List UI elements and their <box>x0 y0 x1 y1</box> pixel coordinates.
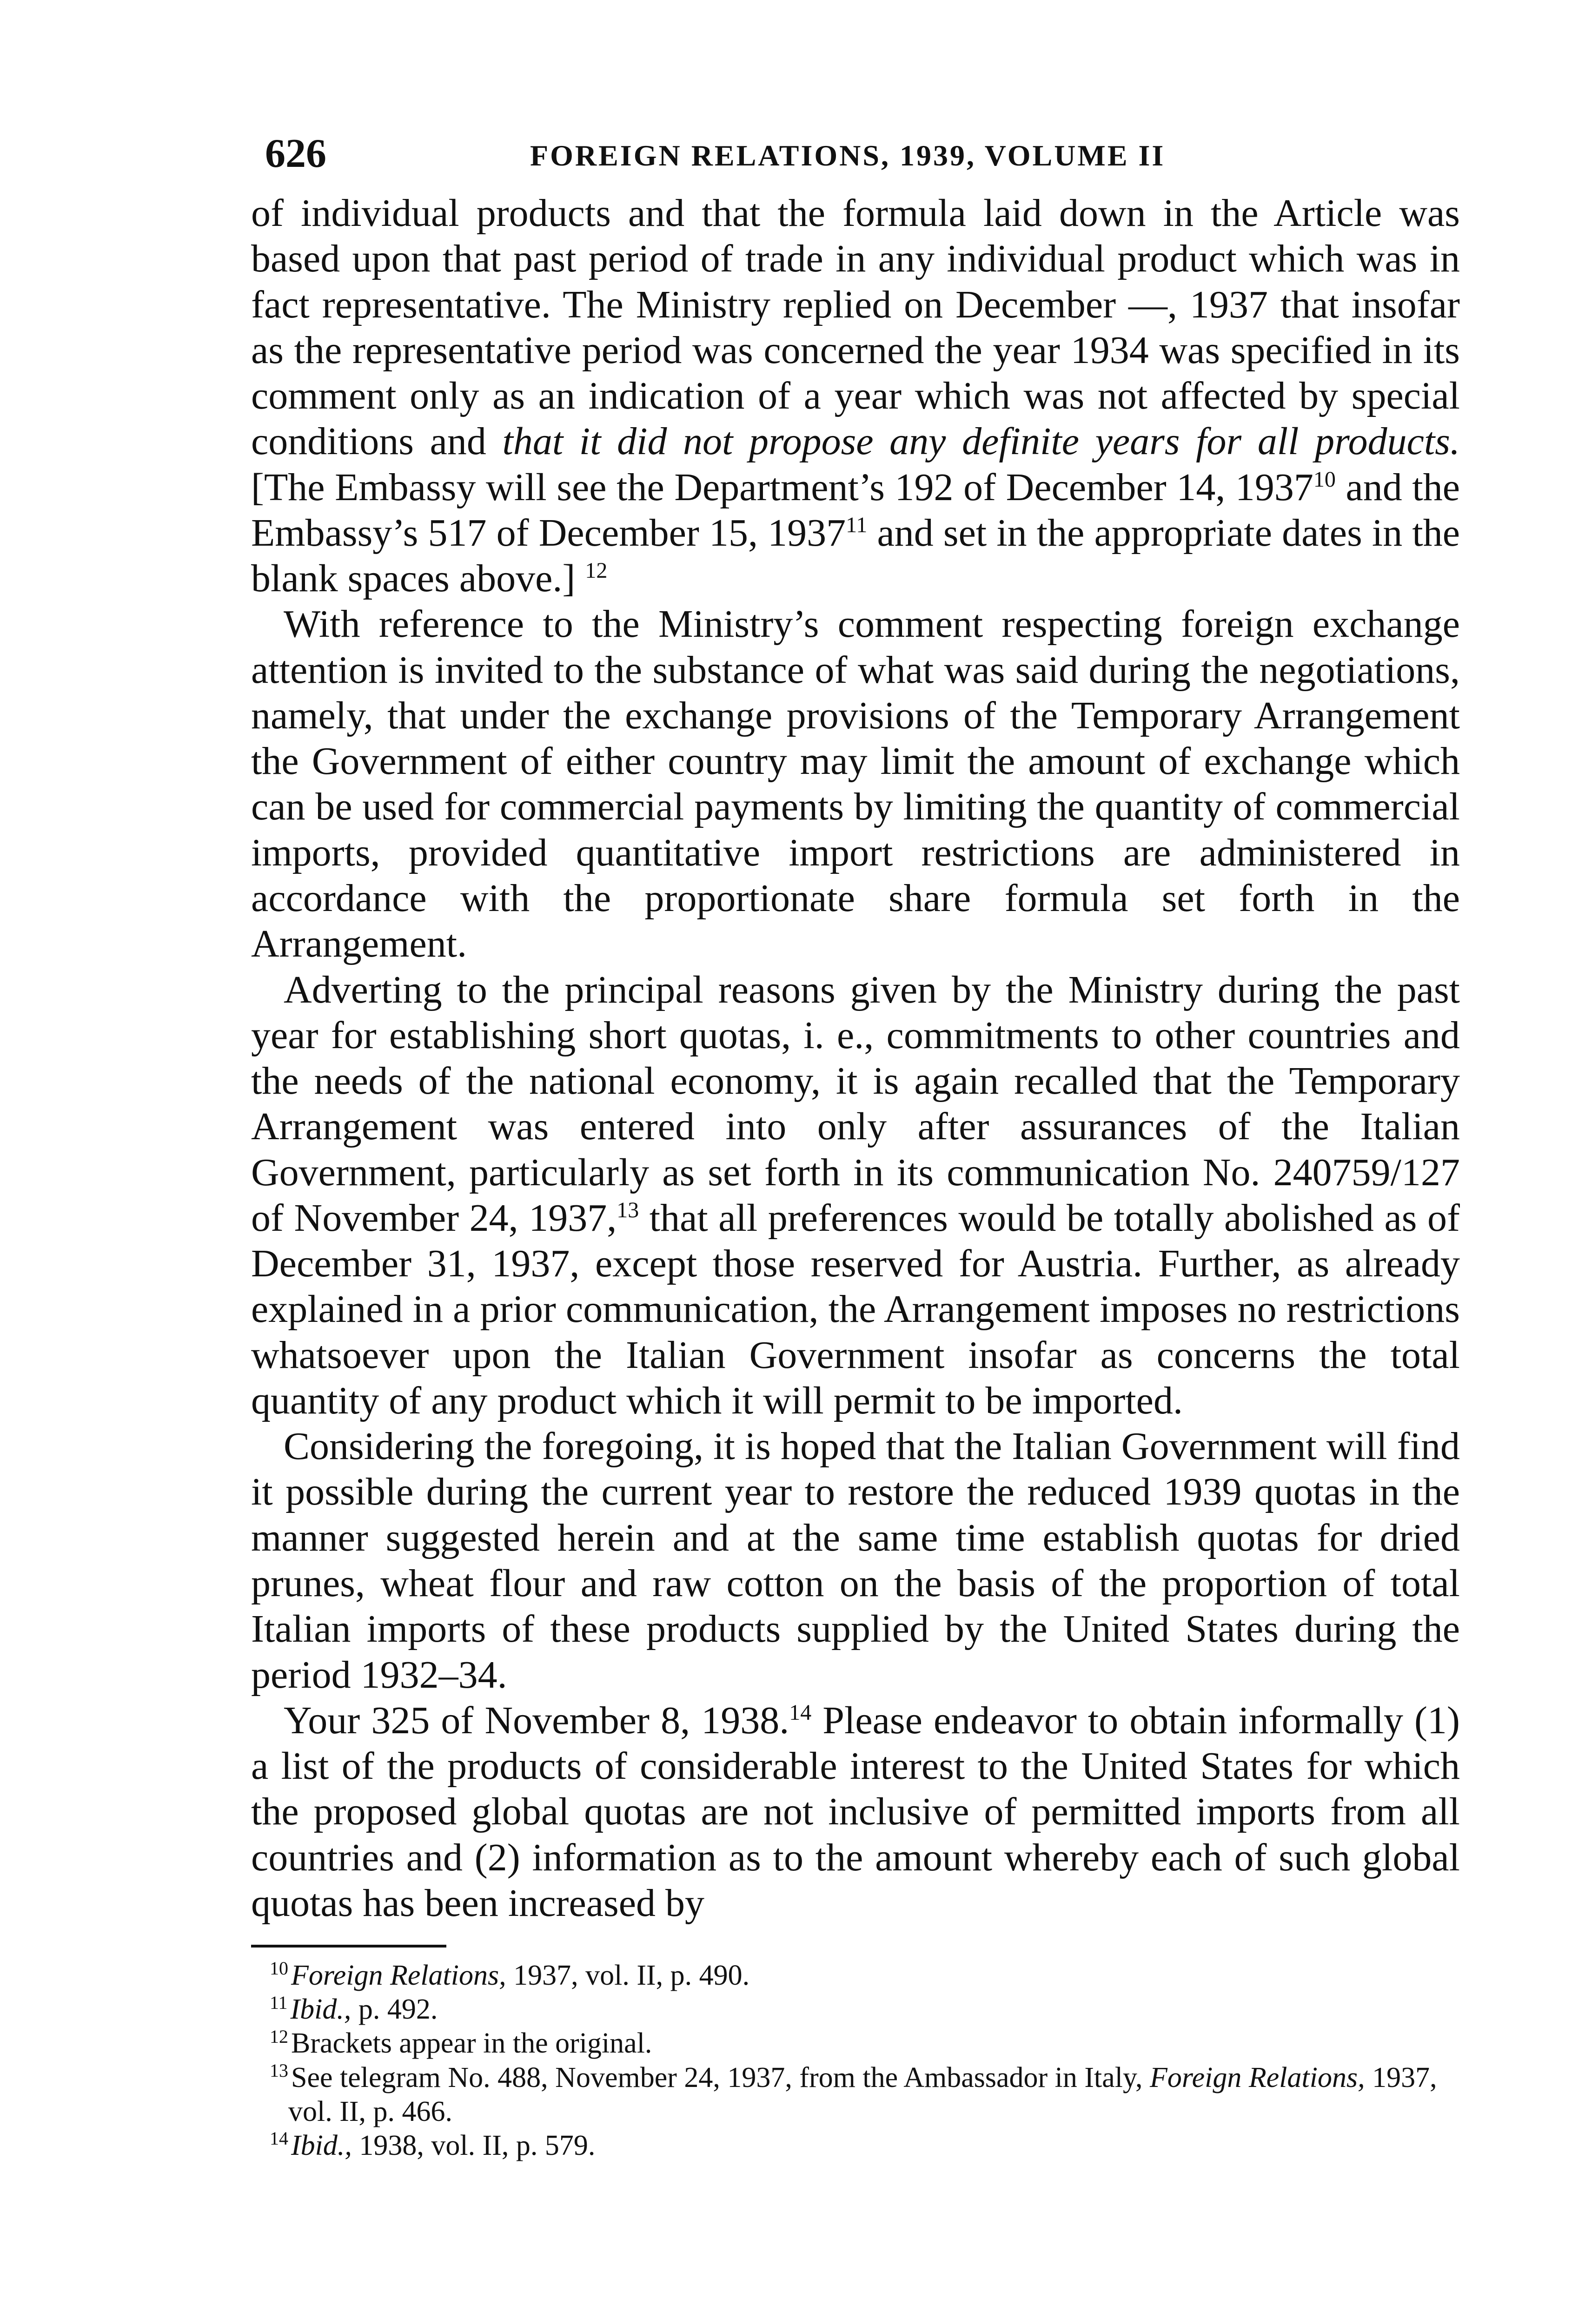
document-page <box>251 130 1460 2163</box>
p5-text-1: Your 325 of November 8, 1938. <box>284 1698 789 1742</box>
body-text <box>251 191 1460 1926</box>
paragraph-1 <box>251 191 1460 601</box>
paragraph-4: Considering the foregoing, it is hoped that the Italian Government will find it possible during the current year to restore the reduced 1939 quotas in the manner suggested herein and at the same time establish quotas for dried prunes, wheat flour and raw cotton on the basis of the proportion of total Italian imports of these products supplied by the United States during the period 1932–34. <box>251 1425 1460 1697</box>
footnote-number: 14 <box>270 2128 288 2149</box>
running-head: FOREIGN RELATIONS, 1939, VOLUME II <box>530 139 1166 172</box>
footnotes <box>251 1959 1460 2163</box>
p5-text-2: Please endeavor to obtain informally (1) a list of the products of considerable interest to the United States for which the proposed global quotas are not inclusive of permitted imports from all countries and (2) information as to the amount whereby each of such global quotas has been increased by <box>251 1698 1460 1925</box>
footnote-14 <box>270 2129 1460 2163</box>
footnote-ref-10[interactable]: 10 <box>1313 467 1336 492</box>
footnote-text: 1937, vol. II, p. 466. <box>288 2061 1437 2127</box>
paragraph-5 <box>251 1698 1460 1926</box>
p1-italic: that it did not propose any definite years for all products. <box>502 420 1460 463</box>
footnote-number: 11 <box>270 1992 288 2013</box>
footnote-number: 13 <box>270 2060 288 2081</box>
p1-text-3: and the Embassy’s 517 of December 15, 1937 <box>251 465 1460 555</box>
p1-text-1: of individual products and that the formula laid down in the Article was based upon that past period of trade in any individual product which was in fact representative. The Ministry replied on December —, 1937 that insofar as the representative period was concerned the year 1934 was specified in its comment only as an indication of a year which was not affected by special conditions and <box>251 191 1460 463</box>
paragraph-3 <box>251 967 1460 1424</box>
page-number: 626 <box>265 131 326 176</box>
footnote-ref-14[interactable]: 14 <box>789 1700 812 1725</box>
footnote-italic: Ibid., <box>290 1994 351 2026</box>
footnote-ref-12[interactable]: 12 <box>585 558 608 583</box>
p3-text-1: Adverting to the principal reasons given by the Ministry during the past year for establishing short quotas, i. e., commitments to other countries and the needs of the national economy, it is again recalled that the Temporary Arrangement was entered into only after assurances of the Italian Government, particularly as set forth in its communication No. 240759/127 of November 24, 1937, <box>251 968 1460 1240</box>
p3-text-2: that all preferences would be totally abolished as of December 31, 1937, except those reserved for Austria. Further, as already explained in a prior communication, the Arrangement imposes no restrictions whatsoever upon the Italian Government insofar as concerns the total quantity of any product which it will permit to be imported. <box>251 1196 1460 1422</box>
footnote-number: 10 <box>270 1958 288 1979</box>
footnote-ref-11[interactable]: 11 <box>846 512 868 537</box>
footnote-italic: Foreign Relations, <box>291 1960 506 1992</box>
footnote-13 <box>270 2061 1460 2129</box>
footnote-text: 1938, vol. II, p. 579. <box>351 2129 596 2161</box>
footnote-text: Brackets appear in the original. <box>291 2027 652 2060</box>
p1-text-4: and set in the appropriate dates in the blank spaces above.] <box>251 511 1460 601</box>
footnote-12 <box>270 2027 1460 2060</box>
footnote-italic: Foreign Relations, <box>1149 2061 1365 2093</box>
footnote-10 <box>270 1959 1460 1993</box>
footnote-ref-13[interactable]: 13 <box>617 1197 639 1222</box>
footnote-italic: Ibid., <box>291 2129 352 2161</box>
footnote-text: p. 492. <box>351 1994 438 2026</box>
footnote-text: See telegram No. 488, November 24, 1937, from the Ambassador in Italy, <box>291 2061 1150 2093</box>
page-header <box>251 130 1460 191</box>
paragraph-2: With reference to the Ministry’s comment respecting foreign exchange attention is invited to the substance of what was said during the negotiations, namely, that under the exchange provisions of the Temporary Arrangement the Government of either country may limit the amount of exchange which can be used for commercial payments by limiting the quantity of commercial imports, provided quantitative import restrictions are administered in accordance with the proportionate share formula set forth in the Arrangement. <box>251 602 1460 966</box>
footnote-text: 1937, vol. II, p. 490. <box>506 1960 750 1992</box>
p1-text-2: [The Embassy will see the Department’s 192 of December 14, 1937 <box>251 465 1313 509</box>
footnote-divider <box>251 1945 446 1948</box>
footnote-11 <box>270 1993 1460 2027</box>
footnote-number: 12 <box>270 2026 288 2047</box>
